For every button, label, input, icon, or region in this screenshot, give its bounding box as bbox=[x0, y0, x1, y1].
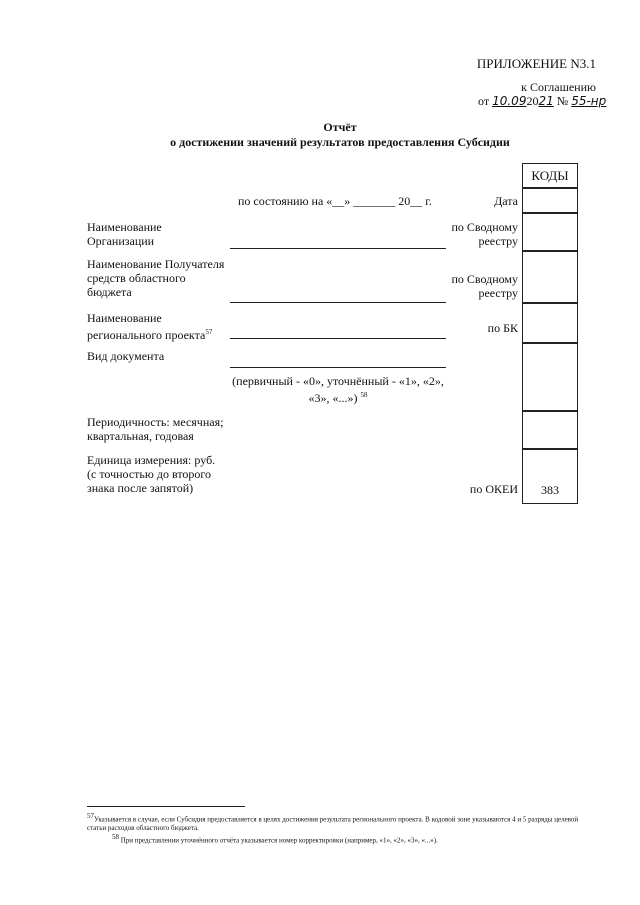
code-cell-okei bbox=[522, 448, 578, 504]
number-label: № bbox=[556, 94, 569, 108]
row-recipient-label: Наименование Получателя средств областного бюджета bbox=[87, 257, 225, 299]
row-project-text: Наименование регионального проекта bbox=[87, 311, 206, 342]
code-cell-date bbox=[522, 187, 578, 214]
report-title: Отчёт bbox=[323, 120, 357, 134]
footnote-57-num: 57 bbox=[87, 812, 94, 820]
as-of-date: по состоянию на «__» _______ 20__ г. bbox=[238, 194, 432, 208]
doctype-note-text: (первичный - «0», уточнённый - «1», «2», «3», «...») bbox=[232, 374, 444, 405]
row-project-bk: по БК bbox=[487, 321, 518, 335]
codes-header: КОДЫ bbox=[531, 168, 569, 183]
code-cell-project bbox=[522, 302, 578, 344]
date-prefix: от bbox=[478, 94, 490, 108]
footnote-58-num: 58 bbox=[112, 833, 119, 841]
date-handwritten: 10.09 bbox=[492, 94, 527, 108]
row-project-label bbox=[87, 311, 232, 342]
doctype-field-line bbox=[230, 367, 446, 368]
footnote-ref-57: 57 bbox=[205, 328, 213, 336]
code-cell-organization bbox=[522, 212, 578, 252]
row-organization-label: Наименование Организации bbox=[87, 220, 162, 248]
year-prefix: 20 bbox=[526, 94, 539, 108]
code-cell-doc-type bbox=[522, 342, 578, 412]
codes-header-cell bbox=[522, 163, 578, 189]
agreement-label: к Соглашению bbox=[521, 80, 596, 94]
row-unit-label: Единица измерения: руб. (с точностью до второго знака после запятой) bbox=[87, 453, 216, 495]
row-organization-registry: по Сводному реестру bbox=[451, 220, 518, 248]
recipient-field-line bbox=[230, 302, 446, 303]
footnote-separator bbox=[87, 806, 245, 807]
row-periodicity-label: Периодичность: месячная; квартальная, годовая bbox=[87, 415, 224, 443]
year-handwritten: 21 bbox=[538, 94, 554, 108]
footnote-58 bbox=[112, 833, 602, 845]
okei-code: 383 bbox=[541, 483, 559, 497]
footnote-58-text: При представлении уточнённого отчёта указывается номер корректировки (например, «1», «2», «3», «...»). bbox=[120, 836, 438, 845]
date-label: Дата bbox=[494, 194, 518, 208]
footnote-57 bbox=[87, 812, 597, 833]
footnote-ref-58: 58 bbox=[360, 391, 368, 399]
doctype-note bbox=[230, 374, 446, 405]
row-doctype-label: Вид документа bbox=[87, 349, 165, 363]
appendix-title: ПРИЛОЖЕНИЕ N3.1 bbox=[476, 56, 596, 71]
code-cell-recipient bbox=[522, 250, 578, 304]
agreement-date-line bbox=[478, 94, 618, 108]
number-handwritten: 55-нр bbox=[571, 94, 607, 108]
report-subtitle: о достижении значений результатов предоставления Субсидии bbox=[170, 135, 510, 149]
project-field-line bbox=[230, 338, 446, 339]
footnote-57-text: Указывается в случае, если Субсидия предоставляется в целях достижения результата регионального проекта. В кодовой зоне указываются 4 и 5 разряды целевой статьи расходов областного бюджета. bbox=[87, 815, 579, 833]
row-recipient-registry: по Сводному реестру bbox=[451, 272, 518, 300]
code-cell-periodicity bbox=[522, 410, 578, 450]
organization-field-line bbox=[230, 248, 446, 249]
row-unit-okei: по ОКЕИ bbox=[469, 482, 518, 496]
